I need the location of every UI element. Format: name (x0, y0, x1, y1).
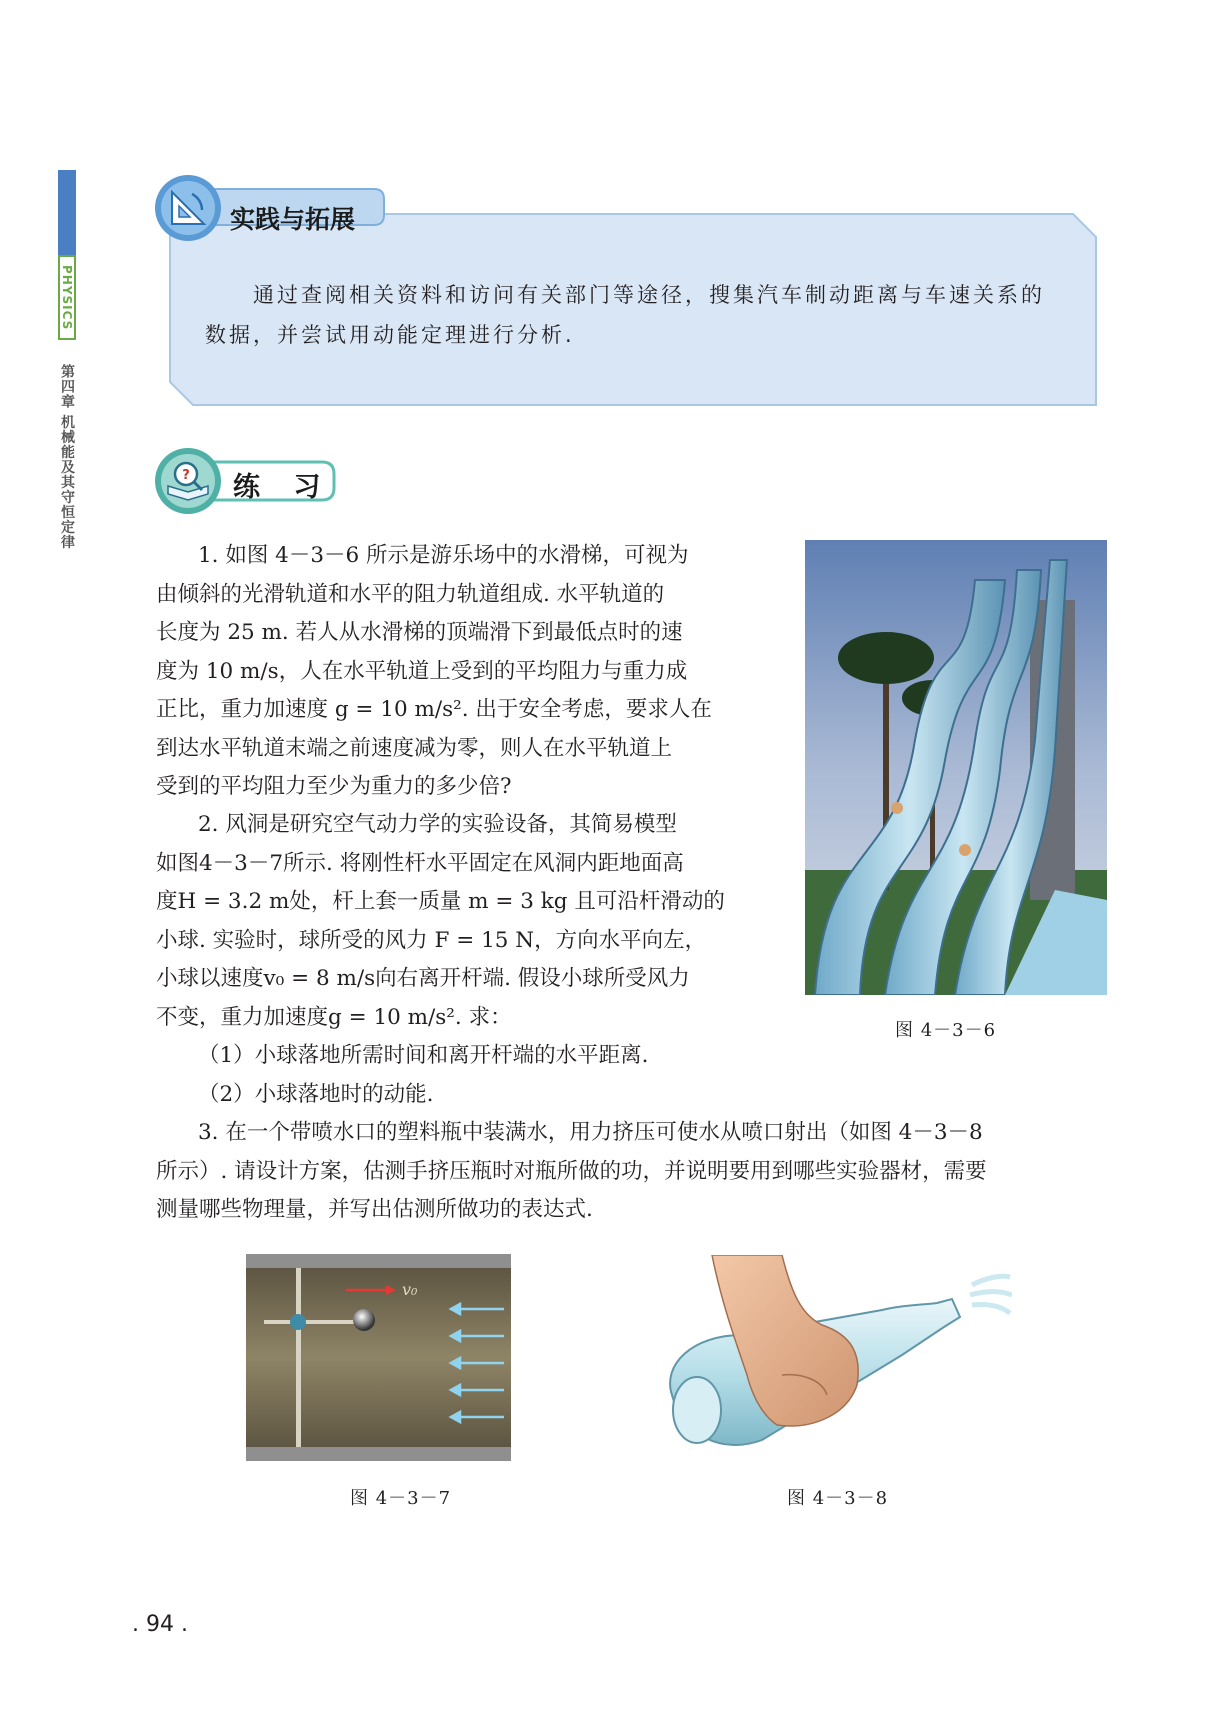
v0-label: v₀ (402, 1280, 418, 1299)
triangle-ruler-icon (166, 186, 210, 230)
q2-part-1: （1）小球落地所需时间和离开杆端的水平距离. (198, 1043, 649, 1068)
side-chapter-title: 第四章 机械能及其守恒定律 (59, 364, 75, 550)
question-2-parts (156, 1037, 1111, 1114)
q1-line: 由倾斜的光滑轨道和水平的阻力轨道组成. 水平轨道的 (156, 581, 665, 607)
practice-title: 实践与拓展 (230, 205, 356, 234)
side-physics-label: PHYSICS (60, 264, 74, 331)
water-slide-photo (805, 540, 1107, 995)
practice-line-2: 数据，并尝试用动能定理进行分析. (205, 323, 575, 347)
q2-line: 小球以速度v₀ = 8 m/s向右离开杆端. 假设小球所受风力 (156, 966, 690, 991)
practice-body (205, 275, 1075, 355)
q2-part-2: （2）小球落地时的动能. (198, 1081, 434, 1107)
q3-line: 所示）. 请设计方案，估测手挤压瓶时对瓶所做的功，并说明要用到哪些实验器材，需要 (156, 1158, 987, 1184)
practice-line-1: 通过查阅相关资料和访问有关部门等途径，搜集汽车制动距离与车速关系的 (253, 283, 1045, 307)
side-physics-tab (58, 255, 76, 340)
q1-line: 到达水平轨道末端之前速度减为零，则人在水平轨道上 (156, 735, 673, 761)
q2-line: 度H = 3.2 m处，杆上套一质量 m = 3 kg 且可沿杆滑动的 (156, 889, 725, 914)
question-1 (156, 537, 764, 807)
fig-437-caption: 图 4－3－7 (350, 1488, 452, 1509)
q3-line: 测量哪些物理量，并写出估测所做功的表达式. (156, 1197, 593, 1222)
q2-line: 不变，重力加速度g = 10 m/s². 求： (156, 1004, 512, 1030)
q2-line: 如图4－3－7所示. 将刚性杆水平固定在风洞内距地面高 (156, 850, 684, 876)
q2-line: 2. 风洞是研究空气动力学的实验设备，其简易模型 (198, 812, 677, 837)
q3-line: 3. 在一个带喷水口的塑料瓶中装满水，用力挤压可使水从喷口射出（如图 4－3－8 (198, 1120, 983, 1145)
svg-text:?: ? (182, 468, 190, 483)
question-2 (156, 806, 764, 1037)
q1-line: 1. 如图 4－3－6 所示是游乐场中的水滑梯，可视为 (198, 543, 689, 568)
q1-line: 长度为 25 m. 若人从水滑梯的顶端滑下到最低点时的速 (156, 620, 683, 645)
q1-line: 度为 10 m/s，人在水平轨道上受到的平均阻力与重力成 (156, 658, 688, 684)
squeeze-bottle-illustration (652, 1255, 1012, 1465)
question-3 (156, 1114, 1111, 1230)
q1-line: 受到的平均阻力至少为重力的多少倍? (156, 774, 512, 799)
fig-438-caption: 图 4－3－8 (787, 1488, 889, 1509)
wind-tunnel-diagram (246, 1254, 511, 1461)
q2-line: 小球. 实验时，球所受的风力 F = 15 N，方向水平向左， (156, 927, 707, 953)
q1-line: 正比，重力加速度 g = 10 m/s². 出于安全考虑，要求人在 (156, 697, 712, 722)
fig-436-caption: 图 4－3－6 (895, 1020, 997, 1041)
magnifier-book-icon (164, 456, 212, 504)
exercise-title: 练 习 (233, 472, 333, 503)
page-number: . 94 . (132, 1612, 188, 1637)
